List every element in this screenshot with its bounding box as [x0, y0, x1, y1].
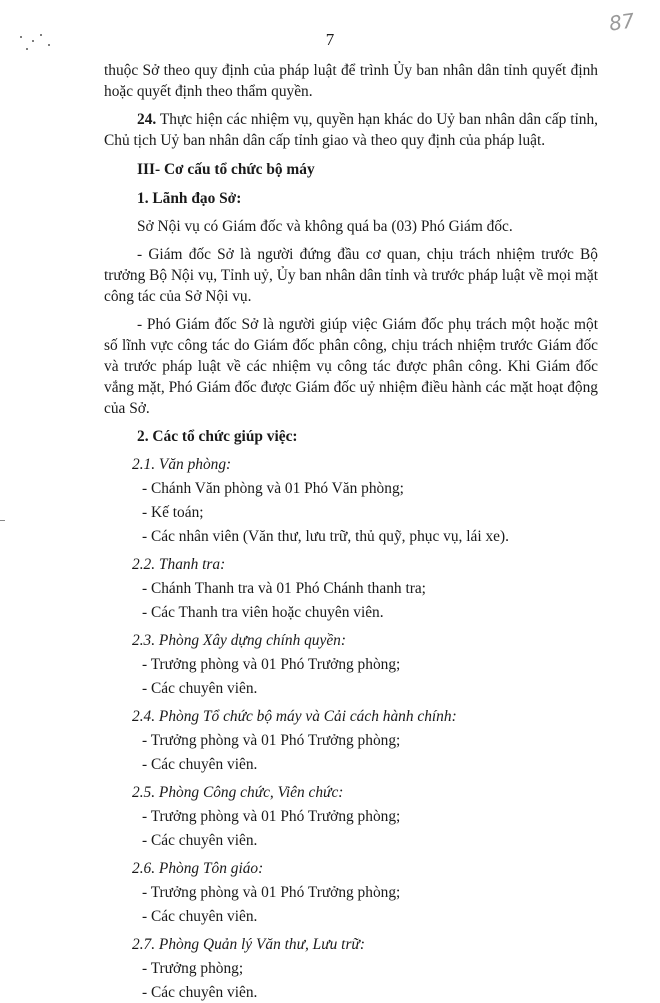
subheading-leadership: 1. Lãnh đạo Sở:	[137, 190, 242, 207]
subheading-support-units: 2. Các tổ chức giúp việc:	[137, 428, 298, 445]
unit-item: - Các nhân viên (Văn thư, lưu trữ, thủ quỹ, phục vụ, lái xe).	[142, 528, 509, 545]
director-paragraph: - Giám đốc Sở là người đứng đầu cơ quan, chịu trách nhiệm trước Bộ trưởng Bộ Nội vụ, Tỉnh uỷ, Ủy ban nhân dân tỉnh và trước pháp luật về mọi mặt công tác của Sở Nội vụ.	[104, 246, 598, 305]
unit-item: - Các chuyên viên.	[142, 984, 258, 1001]
unit-title: 2.6. Phòng Tôn giáo:	[132, 860, 264, 877]
unit-title: 2.7. Phòng Quản lý Văn thư, Lưu trữ:	[132, 936, 365, 953]
unit-item: - Trưởng phòng và 01 Phó Trưởng phòng;	[142, 656, 401, 673]
handwritten-page-mark: 87	[607, 8, 636, 36]
unit-item: - Các chuyên viên.	[142, 832, 258, 849]
unit-item: - Các chuyên viên.	[142, 756, 258, 773]
page-number: 7	[325, 30, 335, 49]
paragraph-continuation: thuộc Sở theo quy định của pháp luật để trình Ủy ban nhân dân tỉnh quyết định hoặc quyết định theo thẩm quyền.	[104, 62, 598, 100]
unit-item: - Trưởng phòng;	[142, 960, 244, 977]
paragraph-item-24	[104, 109, 598, 151]
unit-title: 2.3. Phòng Xây dựng chính quyền:	[132, 632, 346, 649]
unit-title: 2.5. Phòng Công chức, Viên chức:	[132, 784, 344, 801]
unit-item: - Chánh Thanh tra và 01 Phó Chánh thanh tra;	[142, 580, 426, 597]
leadership-summary: Sở Nội vụ có Giám đốc và không quá ba (03) Phó Giám đốc.	[137, 218, 513, 235]
unit-item: - Các Thanh tra viên hoặc chuyên viên.	[142, 604, 384, 621]
deputy-paragraph: - Phó Giám đốc Sở là người giúp việc Giám đốc phụ trách một hoặc một số lĩnh vực công tác do Giám đốc phân công, chịu trách nhiệm trước Giám đốc và trước pháp luật về các nhiệm vụ công tác được phân công. Khi Giám đốc vắng mặt, Phó Giám đốc được Giám đốc uỷ nhiệm điều hành các mặt hoạt động của Sở.	[104, 316, 598, 417]
unit-title: 2.1. Văn phòng:	[132, 456, 232, 473]
document-body	[104, 60, 598, 1003]
unit-item: - Kế toán;	[142, 504, 204, 521]
scan-mark	[0, 520, 5, 521]
unit-item: - Các chuyên viên.	[142, 908, 258, 925]
unit-item: - Trưởng phòng và 01 Phó Trưởng phòng;	[142, 884, 401, 901]
unit-item: - Trưởng phòng và 01 Phó Trưởng phòng;	[142, 732, 401, 749]
unit-item: - Trưởng phòng và 01 Phó Trưởng phòng;	[142, 808, 401, 825]
section-heading-3: III- Cơ cấu tổ chức bộ máy	[137, 161, 315, 178]
unit-title: 2.2. Thanh tra:	[132, 556, 226, 573]
unit-title: 2.4. Phòng Tổ chức bộ máy và Cải cách hành chính:	[132, 708, 457, 725]
item-number: 24.	[137, 111, 157, 128]
unit-item: - Các chuyên viên.	[142, 680, 258, 697]
item-24-text: Thực hiện các nhiệm vụ, quyền hạn khác do Uỷ ban nhân dân cấp tỉnh, Chủ tịch Uỷ ban nhân dân cấp tỉnh giao và theo quy định của pháp luật.	[104, 111, 598, 149]
unit-list	[104, 454, 598, 1003]
unit-item: - Chánh Văn phòng và 01 Phó Văn phòng;	[142, 480, 404, 497]
